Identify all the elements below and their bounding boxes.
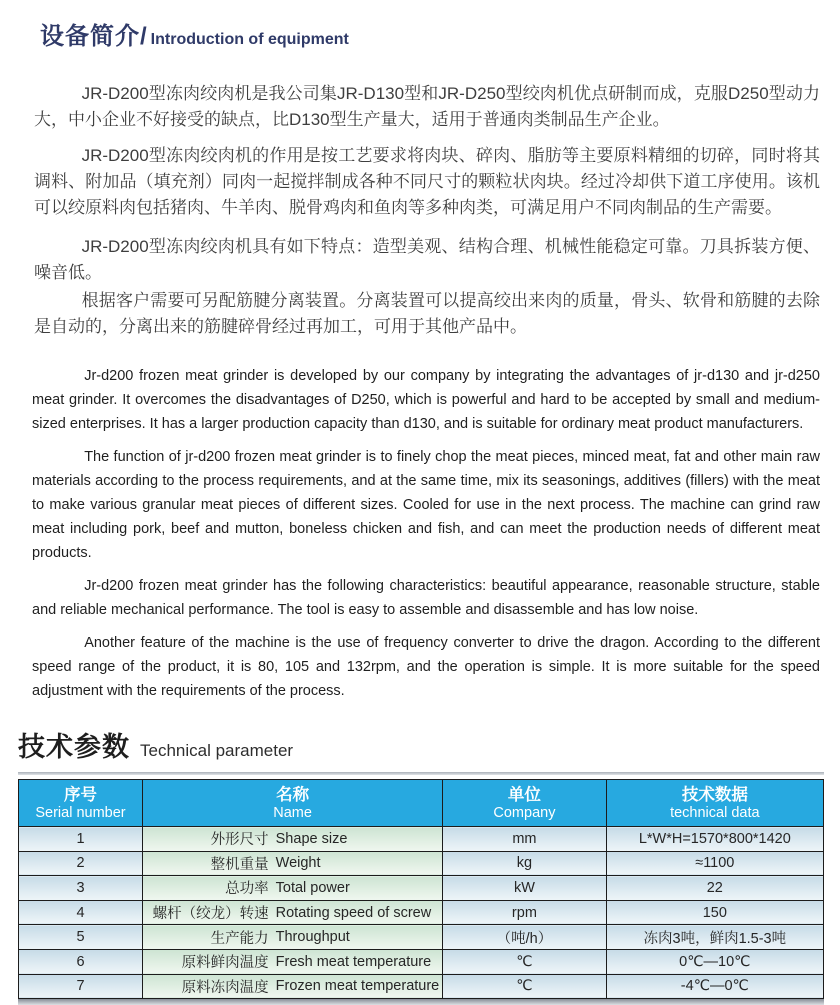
table-row (19, 925, 824, 950)
cell-name-zh: 总功率 (225, 881, 269, 898)
cell-name (142, 974, 442, 999)
cell-name-en: Throughput (275, 929, 350, 946)
cell-value: 150 (606, 900, 823, 925)
column-header-zh: 序号 (63, 785, 97, 804)
cell-serial: 7 (19, 974, 143, 999)
cell-value: L*W*H=1570*800*1420 (606, 827, 823, 852)
paragraph-en-2: The function of jr-d200 frozen meat grinder is to finely chop the meat pieces, minced meat, fat and other main raw materials according to the process requirements, and at the same time, mix its seasonings, additives (fillers) with the meat to make various granular meat pieces of different sizes. Cooled for use in the next process. The machine can grind raw meat including pork, beef and mutton, boneless chicken and fish, and can meet the production needs of different meat products. (32, 449, 820, 561)
cell-unit: kg (443, 851, 606, 876)
column-header-en: Name (273, 804, 312, 821)
cell-name-en: Frozen meat temperature (275, 978, 440, 995)
paragraph-en-4: Another feature of the machine is the use of frequency converter to drive the dragon. According to the different speed range of the product, it is 80, 105 and 132rpm, and the operation is simple. It is more suitable for the speed adjustment with the requirements of the process. (32, 635, 820, 699)
column-header-zh: 技术数据 (681, 785, 748, 804)
table-top-divider (18, 772, 824, 775)
cell-name (142, 827, 442, 852)
cell-name-en: Weight (275, 855, 321, 872)
technical-table-block (18, 772, 824, 1005)
paragraph-zh-2: JR-D200型冻肉绞肉机的作用是按工艺要求将肉块、碎肉、脂肪等主要原料精细的切碎，同时将其调料、附加品（填充剂）同肉一起搅拌制成各种不同尺寸的颗粒状肉块。经过冷却供下道工序使用。该机可以绞原料肉包括猪肉、牛羊肉、脱骨鸡肉和鱼肉等多种肉类，可满足用户不同肉制品的生产需要。 (34, 146, 820, 217)
cell-unit: （吨/h） (443, 925, 606, 950)
paragraph-en-1: Jr-d200 frozen meat grinder is developed by our company by integrating the advantages of jr-d130 and jr-d250 meat grinder. It overcomes the disadvantages of D250, which is powerful and hard to be accepted by small and medium-sized enterprises. It has a larger production capacity than d130, and is suitable for ordinary meat product manufacturers. (32, 368, 820, 432)
table-row (19, 851, 824, 876)
paragraph-zh-1: JR-D200型冻肉绞肉机是我公司集JR-D130型和JR-D250型绞肉机优点研制而成，克服D250型动力大，中小企业不好接受的缺点，比D130型生产量大，适用于普通肉类制品生产企业。 (34, 84, 820, 129)
table-bottom-divider (18, 999, 824, 1005)
cell-name-zh: 外形尺寸 (210, 832, 269, 849)
cell-unit: ℃ (443, 974, 606, 999)
cell-serial: 3 (19, 876, 143, 901)
cell-value: -4℃—0℃ (606, 974, 823, 999)
column-header-zh: 单位 (507, 785, 541, 804)
column-header-serial-number (19, 780, 143, 827)
cell-name (142, 925, 442, 950)
column-header-name (142, 780, 442, 827)
cell-name-zh: 螺杆（绞龙）转速 (152, 906, 269, 923)
tech-heading-english: Technical parameter (140, 741, 294, 760)
cell-name-zh: 原料冻肉温度 (181, 979, 269, 996)
table-row (19, 876, 824, 901)
cell-name-en: Shape size (275, 830, 348, 847)
cell-value: 冻肉3吨，鲜肉1.5-3吨 (606, 925, 823, 950)
page-title-english: Introduction of equipment (150, 31, 349, 48)
cell-serial: 6 (19, 949, 143, 974)
column-header-technical-data (606, 780, 823, 827)
paragraph-en-3: Jr-d200 frozen meat grinder has the following characteristics: beautiful appearance, reasonable structure, stable and reliable mechanical performance. The tool is easy to assemble and disassemble and has low noise. (32, 578, 820, 618)
intro-english-section (32, 364, 820, 703)
cell-serial: 2 (19, 851, 143, 876)
table-row (19, 974, 824, 999)
table-row (19, 900, 824, 925)
table-body (19, 827, 824, 999)
cell-serial: 5 (19, 925, 143, 950)
cell-value: 0℃—10℃ (606, 949, 823, 974)
technical-parameter-heading (18, 725, 820, 764)
table-row (19, 949, 824, 974)
cell-name (142, 876, 442, 901)
page-title-chinese: 设备简介/ (40, 23, 148, 50)
cell-name-zh: 生产能力 (210, 930, 269, 947)
tech-heading-chinese: 技术参数 (18, 732, 130, 762)
cell-name-en: Total power (275, 879, 350, 896)
page-title (40, 16, 820, 51)
paragraph-zh-4: 根据客户需要可另配筋腱分离装置。分离装置可以提高绞出来肉的质量，骨头、软骨和筋腱的去除是自动的，分离出来的筋腱碎骨经过再加工，可用于其他产品中。 (34, 291, 820, 336)
table-header (19, 780, 824, 827)
cell-name-zh: 原料鲜肉温度 (181, 955, 269, 972)
cell-name-en: Fresh meat temperature (275, 953, 432, 970)
technical-parameters-table (18, 779, 824, 999)
cell-name (142, 900, 442, 925)
table-header-row (19, 780, 824, 827)
cell-serial: 1 (19, 827, 143, 852)
cell-serial: 4 (19, 900, 143, 925)
column-header-en: Serial number (35, 804, 126, 821)
column-header-en: Company (493, 804, 556, 821)
cell-unit: kW (443, 876, 606, 901)
intro-chinese-section (34, 81, 820, 340)
cell-name (142, 851, 442, 876)
cell-value: ≈1100 (606, 851, 823, 876)
cell-unit: mm (443, 827, 606, 852)
column-header-zh: 名称 (276, 785, 310, 804)
cell-value: 22 (606, 876, 823, 901)
cell-unit: rpm (443, 900, 606, 925)
table-row (19, 827, 824, 852)
cell-name-en: Rotating speed of screw (275, 904, 432, 921)
column-header-en: technical data (670, 804, 760, 821)
cell-unit: ℃ (443, 949, 606, 974)
column-header-unit (443, 780, 606, 827)
cell-name-zh: 整机重量 (210, 856, 269, 873)
cell-name (142, 949, 442, 974)
paragraph-zh-3: JR-D200型冻肉绞肉机具有如下特点：造型美观、结构合理、机械性能稳定可靠。刀具拆装方便、噪音低。 (34, 237, 820, 282)
